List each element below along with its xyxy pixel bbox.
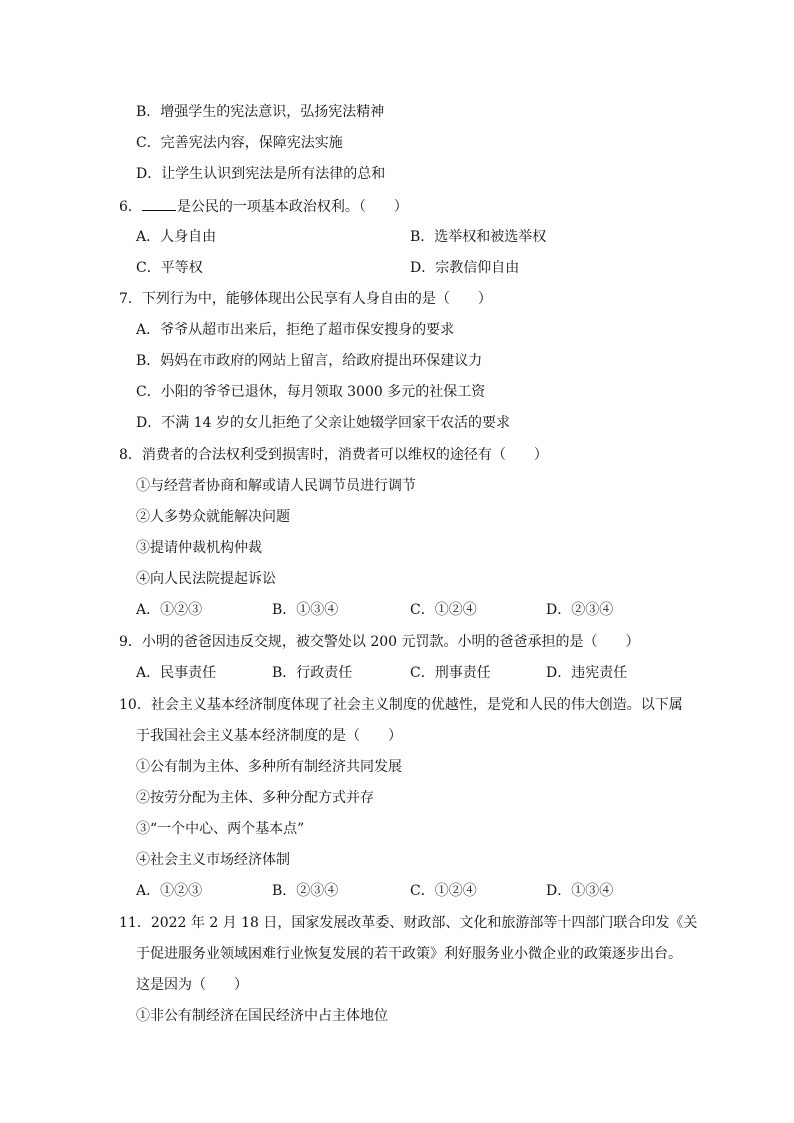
q10-statement-2: ②按劳分配为主体、多种分配方式并存 [136, 790, 374, 806]
q8-option-d: D．②③④ [546, 602, 614, 618]
q6-option-a: A．人身自由 [136, 229, 217, 245]
q8-option-c: C．①②④ [410, 602, 477, 618]
q7-option-d: D．不满 14 岁的女儿拒绝了父亲让她辍学回家干农活的要求 [136, 415, 510, 431]
q8-option-b: B．①③④ [272, 602, 339, 618]
q8-statement-2: ②人多势众就能解决问题 [136, 509, 290, 525]
q11-statement-1: ①非公有制经济在国民经济中占主体地位 [136, 1008, 388, 1024]
q9-stem: 9．小明的爸爸因违反交规，被交警处以 200 元罚款。小明的爸爸承担的是（ ） [119, 634, 640, 650]
q9-option-a: A．民事责任 [136, 665, 217, 681]
q7-option-a: A．爷爷从超市出来后，拒绝了超市保安搜身的要求 [136, 322, 455, 338]
q8-stem: 8．消费者的合法权利受到损害时，消费者可以维权的途径有（ ） [119, 447, 548, 463]
q10-option-c: C．①②④ [410, 883, 477, 899]
q8-statement-4: ④向人民法院提起诉讼 [136, 571, 276, 587]
q10-statement-1: ①公有制为主体、多种所有制经济共同发展 [136, 759, 402, 775]
q11-stem-line-3: 这是因为（ ） [136, 977, 248, 993]
q10-statement-3: ③“一个中心、两个基本点” [136, 821, 305, 837]
q6-option-c: C．平等权 [136, 260, 203, 276]
q11-stem-line-2: 于促进服务业领域困难行业恢复发展的若干政策》利好服务业小微企业的政策逐步出台。 [136, 946, 682, 962]
q10-stem-line-1: 10．社会主义基本经济制度体现了社会主义制度的优越性，是党和人民的伟大创造。以下属 [119, 697, 683, 713]
q11-stem-line-1: 11．2022 年 2 月 18 日，国家发展改革委、财政部、文化和旅游部等十四部门联合印发《关 [119, 915, 698, 931]
q6-stem-text: 是公民的一项基本政治权利。（ ） [176, 199, 408, 215]
q8-statement-3: ③提请仲裁机构仲裁 [136, 540, 262, 556]
q6-blank [142, 196, 176, 211]
q9-option-c: C．刑事责任 [410, 665, 491, 681]
q5-option-b: B．增强学生的宪法意识，弘扬宪法精神 [136, 104, 385, 120]
q9-option-d: D．违宪责任 [546, 665, 628, 681]
q7-option-b: B．妈妈在市政府的网站上留言，给政府提出环保建议力 [136, 353, 483, 369]
q8-statement-1: ①与经营者协商和解或请人民调节员进行调节 [136, 478, 416, 494]
q10-statement-4: ④社会主义市场经济体制 [136, 852, 290, 868]
q5-option-d: D．让学生认识到宪法是所有法律的总和 [136, 166, 386, 182]
q5-option-c: C．完善宪法内容，保障宪法实施 [136, 135, 343, 151]
q8-option-a: A．①②③ [136, 602, 203, 618]
q10-option-d: D．①③④ [546, 883, 614, 899]
q7-option-c: C．小阳的爷爷已退休，每月领取 3000 多元的社保工资 [136, 384, 486, 400]
q10-option-b: B．②③④ [272, 883, 339, 899]
q7-stem: 7．下列行为中，能够体现出公民享有人身自由的是（ ） [119, 291, 492, 307]
q10-stem-line-2: 于我国社会主义基本经济制度的是（ ） [136, 728, 402, 744]
q6-number: 6． [119, 199, 142, 215]
q6-option-b: B．选举权和被选举权 [410, 229, 547, 245]
q10-option-a: A．①②③ [136, 883, 203, 899]
q6-stem [119, 196, 408, 217]
q6-option-d: D．宗教信仰自由 [410, 260, 520, 276]
q9-option-b: B．行政责任 [272, 665, 353, 681]
